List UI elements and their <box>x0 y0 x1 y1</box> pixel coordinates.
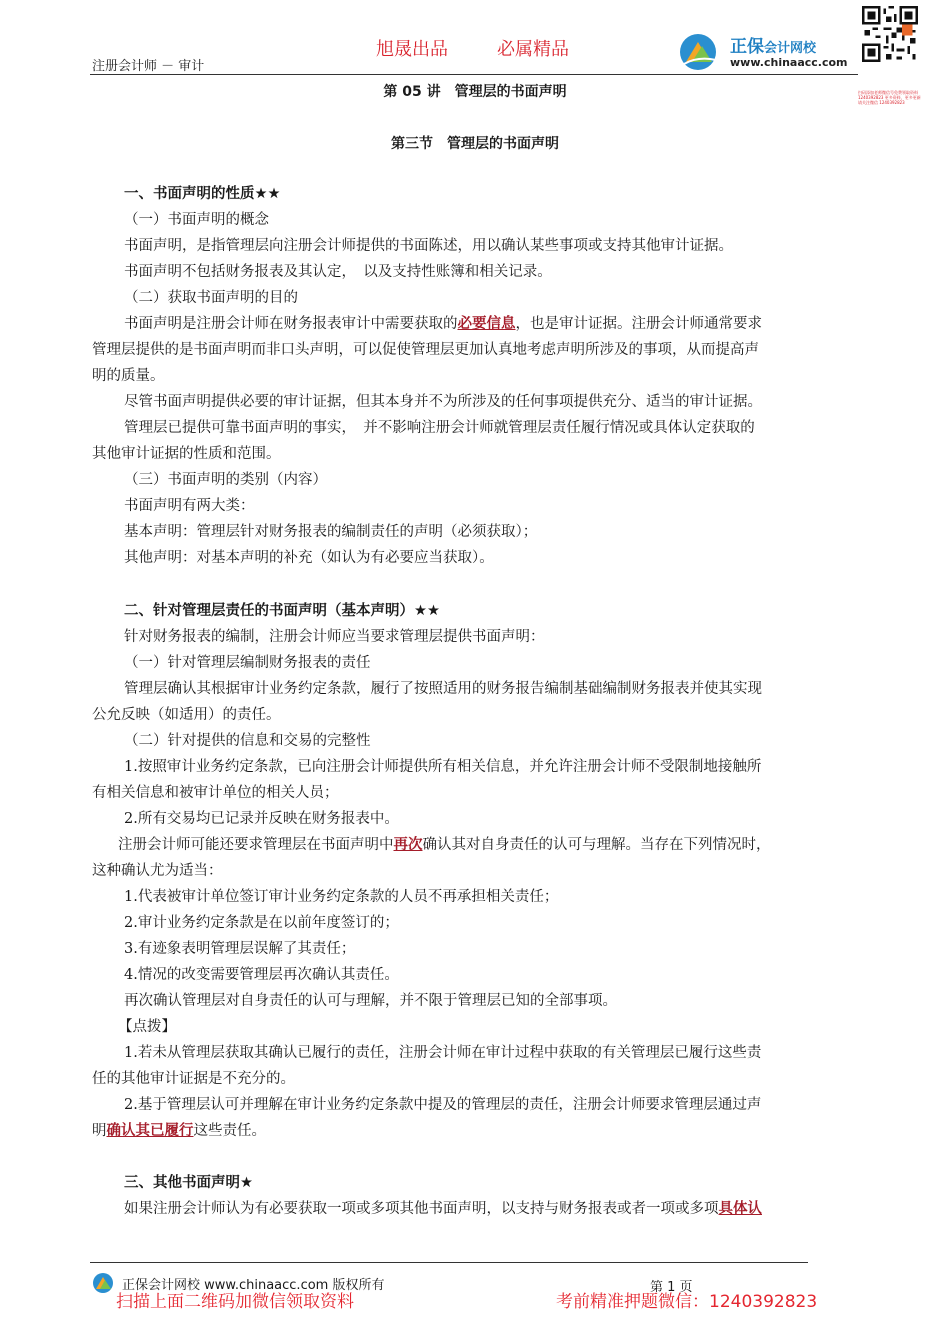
subheading: （二）针对提供的信息和交易的完整性 <box>124 733 371 749</box>
paragraph-line: 注册会计师可能还要求管理层在书面声明中再次确认其对自身责任的认可与理解。当存在下列情况时， <box>118 836 771 853</box>
footer-promo-right: 考前精准押题微信：1240392823 <box>556 1292 818 1312</box>
keyword-link[interactable]: 必要信息 <box>457 315 516 332</box>
footer-rule <box>90 1262 808 1263</box>
footer-promo-left: 扫描上面二维码加微信领取资料 <box>116 1292 354 1312</box>
running-header-course: 注册会计师 － 审计 <box>92 59 205 74</box>
list-item: 4.情况的改变需要管理层再次确认其责任。 <box>124 967 399 983</box>
lecture-title: 第 05 讲 管理层的书面声明 <box>383 84 567 100</box>
paragraph-line: 书面声明有两大类： <box>124 498 255 514</box>
subheading: （一）书面声明的概念 <box>124 212 269 228</box>
paragraph-line: 书面声明是注册会计师在财务报表审计中需要获取的必要信息，也是审计证据。注册会计师通常要求 <box>124 315 762 332</box>
heading-3: 三、其他书面声明★ <box>124 1175 253 1191</box>
logo-wordmark: 正保会计网校 <box>730 37 817 57</box>
qr-code-icon <box>862 6 918 62</box>
paragraph-line: 明的质量。 <box>92 368 165 384</box>
list-item: 3.有迹象表明管理层误解了其责任； <box>124 941 356 957</box>
list-item: 1.代表被审计单位签订审计业务约定条款的人员不再承担相关责任； <box>124 889 559 905</box>
header-slogan-2: 必属精品 <box>497 39 569 60</box>
chinaacc-logo-icon <box>92 1272 114 1294</box>
header-rule <box>90 74 858 75</box>
paragraph-line: 针对财务报表的编制，注册会计师应当要求管理层提供书面声明： <box>124 629 545 645</box>
keyword-link[interactable]: 确认其已履行 <box>106 1122 194 1139</box>
keyword-link[interactable]: 具体认 <box>718 1200 762 1217</box>
heading-2: 二、针对管理层责任的书面声明（基本声明）★★ <box>124 603 440 619</box>
list-item: 1.按照审计业务约定条款，已向注册会计师提供所有相关信息，并允许注册会计师不受限制地接触所 <box>124 759 762 775</box>
paragraph-line: 这种确认尤为适当： <box>92 863 223 879</box>
logo-url: www.chinaacc.com <box>730 56 848 69</box>
paragraph-line: 尽管书面声明提供必要的审计证据，但其本身并不为所涉及的任何事项提供充分、适当的审计证据。 <box>124 394 762 410</box>
paragraph-line: 书面声明，是指管理层向注册会计师提供的书面陈述，用以确认某些事项或支持其他审计证据。 <box>124 238 733 254</box>
paragraph-line: 其他审计证据的性质和范围。 <box>92 446 281 462</box>
tip-label: 【点拨】 <box>118 1019 176 1035</box>
paragraph-line: 如果注册会计师认为有必要获取一项或多项其他书面声明，以支持与财务报表或者一项或多项具体认 <box>124 1200 762 1217</box>
paragraph-line: 明确认其已履行这些责任。 <box>92 1122 266 1139</box>
list-item: 1.若未从管理层获取其确认已履行的责任，注册会计师在审计过程中获取的有关管理层已履行这些责 <box>124 1045 762 1061</box>
footer-copyright: 正保会计网校 www.chinaacc.com 版权所有 <box>122 1278 385 1293</box>
list-item: 2.基于管理层认可并理解在审计业务约定条款中提及的管理层的责任，注册会计师要求管理层通过声 <box>124 1097 762 1113</box>
subheading: （三）书面声明的类别（内容） <box>124 472 327 488</box>
keyword-link[interactable]: 再次 <box>393 836 423 853</box>
paragraph-line: 再次确认管理层对自身责任的认可与理解，并不限于管理层已知的全部事项。 <box>124 993 617 1009</box>
paragraph-line: 任的其他审计证据是不充分的。 <box>92 1071 295 1087</box>
list-item: 2.所有交易均已记录并反映在财务报表中。 <box>124 811 399 827</box>
paragraph-line: 管理层确认其根据审计业务约定条款，履行了按照适用的财务报告编制基础编制财务报表并使其实现 <box>124 681 762 697</box>
section-title: 第三节 管理层的书面声明 <box>391 136 559 152</box>
footer-page-number: 第 1 页 <box>650 1280 693 1295</box>
paragraph-line: 书面声明不包括财务报表及其认定， 以及支持性账簿和相关记录。 <box>124 264 552 280</box>
list-item: 2.审计业务约定条款是在以前年度签订的； <box>124 915 399 931</box>
paragraph-line: 基本声明：管理层针对财务报表的编制责任的声明（必须获取）； <box>124 524 538 540</box>
brand-logo[interactable] <box>678 30 858 74</box>
paragraph-line: 管理层已提供可靠书面声明的事实， 并不影响注册会计师就管理层责任履行情况或具体认定获取的 <box>124 420 755 436</box>
subheading: （一）针对管理层编制财务报表的责任 <box>124 655 371 671</box>
paragraph-line: 有相关信息和被审计单位的相关人员； <box>92 785 339 801</box>
paragraph-line: 管理层提供的是书面声明而非口头声明，可以促使管理层更加认真地考虑声明所涉及的事项，从而提高声 <box>92 342 759 358</box>
heading-1: 一、书面声明的性质★★ <box>124 186 281 202</box>
header-slogan-1: 旭晟出品 <box>376 39 448 60</box>
paragraph-line: 公允反映（如适用）的责任。 <box>92 707 281 723</box>
chinaacc-logo-icon <box>678 32 722 72</box>
paragraph-line: 其他声明：对基本声明的补充（如认为有必要应当获取）。 <box>124 550 494 566</box>
qr-caption: 扫码添加老师微信号免费领取资料 1240392823 更多资料，更多更新请关注微信 1240392823 <box>858 90 921 105</box>
subheading: （二）获取书面声明的目的 <box>124 290 298 306</box>
